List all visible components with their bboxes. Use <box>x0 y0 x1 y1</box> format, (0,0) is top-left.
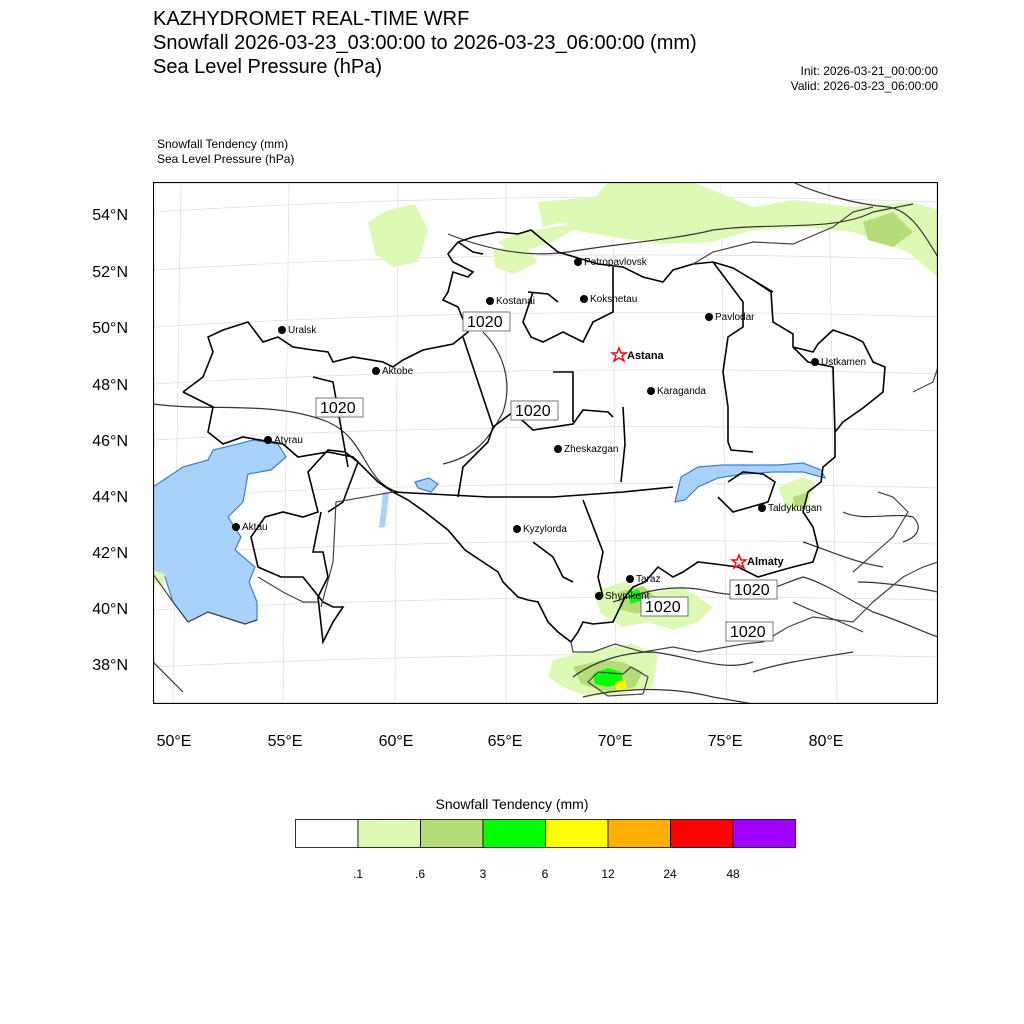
colorbar-tick: .1 <box>352 867 364 881</box>
colorbar-tick: 6 <box>541 867 549 881</box>
field-label-snowfall: Snowfall Tendency (mm) <box>157 137 289 151</box>
colorbar-tick: .6 <box>414 867 426 881</box>
isobar-label: 1020 <box>730 624 766 641</box>
lat-label-48: 48°N <box>92 377 128 394</box>
city-zheskazgan <box>554 444 618 455</box>
lat-label-38: 38°N <box>92 657 128 674</box>
lat-label-40: 40°N <box>92 601 128 618</box>
lon-label-80: 80°E <box>808 733 844 750</box>
city-label: Aktau <box>242 522 268 533</box>
city-label: Kyzylorda <box>523 524 567 535</box>
isobar-label: 1020 <box>320 400 356 417</box>
colorbar-title: Snowfall Tendency (mm) <box>435 796 589 812</box>
field-label-pressure: Sea Level Pressure (hPa) <box>157 152 295 166</box>
city-label: Taldykurgan <box>768 503 822 514</box>
valid-time: Valid: 2026-03-23_06:00:00 <box>790 79 938 93</box>
colorbar-swatch <box>546 820 609 848</box>
isobar-label: 1020 <box>515 403 551 420</box>
city-label: Uralsk <box>288 325 317 336</box>
title-line-3: Sea Level Pressure (hPa) <box>153 56 383 78</box>
lat-label-44: 44°N <box>92 489 128 506</box>
city-label: Petropavlovsk <box>584 257 647 268</box>
city-label: Astana <box>627 350 664 362</box>
weather-map <box>153 182 938 704</box>
colorbar <box>295 819 797 849</box>
title-line-1: KAZHYDROMET REAL-TIME WRF <box>153 8 470 30</box>
city-label: Ustkamen <box>821 357 867 368</box>
colorbar-tick: 3 <box>479 867 487 881</box>
colorbar-swatch <box>733 820 796 848</box>
lon-label-65: 65°E <box>487 733 523 750</box>
lon-label-70: 70°E <box>597 733 633 750</box>
colorbar-swatch <box>296 820 359 848</box>
colorbar-swatch <box>421 820 484 848</box>
lat-label-46: 46°N <box>92 433 128 450</box>
isobar-label: 1020 <box>645 599 681 616</box>
lon-label-50: 50°E <box>156 733 192 750</box>
city-label: Karaganda <box>657 386 706 397</box>
init-time: Init: 2026-03-21_00:00:00 <box>800 64 938 78</box>
city-petropavlovsk <box>574 257 648 268</box>
lat-label-54: 54°N <box>92 207 128 224</box>
isobar-label: 1020 <box>734 582 770 599</box>
city-label: Shymkent <box>605 591 650 602</box>
colorbar-swatch <box>483 820 546 848</box>
city-label: Pavlodar <box>715 312 755 323</box>
lat-label-50: 50°N <box>92 320 128 337</box>
colorbar-swatch <box>671 820 734 848</box>
lon-label-75: 75°E <box>707 733 743 750</box>
city-label: Zheskazgan <box>564 444 619 455</box>
city-label: Kostanai <box>496 296 535 307</box>
colorbar-swatch <box>358 820 421 848</box>
city-label: Atyrau <box>274 435 303 446</box>
lat-label-42: 42°N <box>92 545 128 562</box>
lat-label-52: 52°N <box>92 264 128 281</box>
city-taldykurgan <box>758 503 822 514</box>
isobar-label: 1020 <box>467 314 503 331</box>
city-label: Taraz <box>636 574 661 585</box>
lon-label-55: 55°E <box>267 733 303 750</box>
lon-label-60: 60°E <box>378 733 414 750</box>
city-label: Almaty <box>747 556 784 568</box>
colorbar-tick: 24 <box>663 867 677 881</box>
city-label: Kokshetau <box>590 294 638 305</box>
colorbar-tick: 48 <box>726 867 740 881</box>
title-line-2: Snowfall 2026-03-23_03:00:00 to 2026-03-23_06:00:00 (mm) <box>153 32 697 54</box>
colorbar-tick: 12 <box>601 867 615 881</box>
city-label: Aktobe <box>382 366 414 377</box>
colorbar-swatch <box>608 820 671 848</box>
